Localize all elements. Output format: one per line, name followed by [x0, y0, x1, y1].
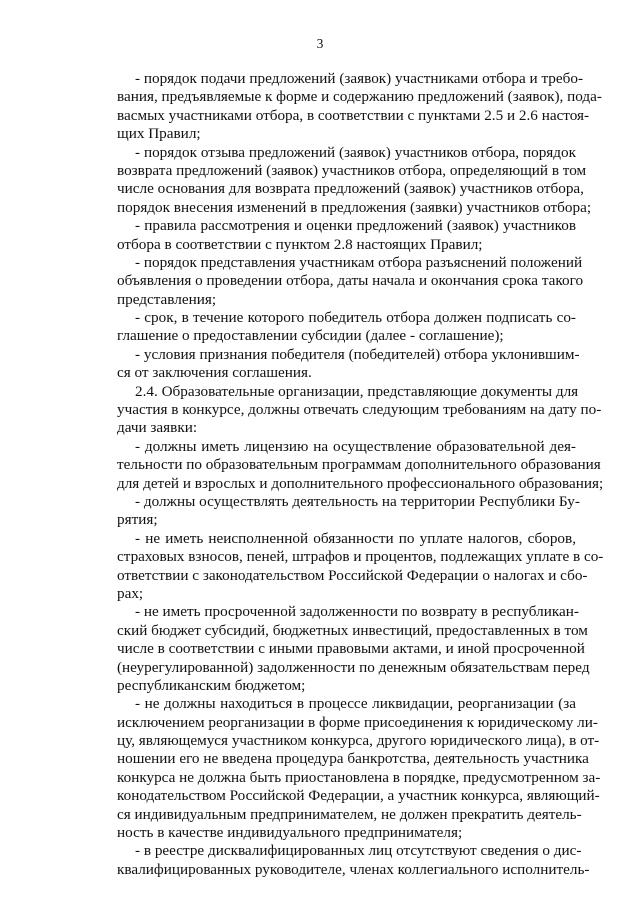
text-line: - порядок подачи предложений (заявок) участниками отбора и требо- — [135, 70, 584, 87]
page-number: 3 — [316, 36, 324, 51]
text-line: ность в качестве индивидуального предпринимателя; — [117, 824, 463, 842]
text-line: квалифицированных руководителе, членах коллегиального исполнитель- — [117, 860, 590, 878]
text-line: - порядок представления участникам отбора разъяснений положений — [135, 253, 583, 271]
text-line: исключением реорганизации в форме присоединения к юридическому ли- — [117, 713, 598, 731]
text-line: конодательством Российской Федерации, а участник конкурса, являющий- — [117, 787, 600, 805]
text-line: представления; — [117, 290, 217, 308]
text-line: порядок внесения изменений в предложения (заявки) участников отбора; — [117, 198, 592, 216]
text-line: участия в конкурсе, должны отвечать следующим требованиям на дату по- — [117, 401, 602, 419]
text-line: - правила рассмотрения и оценки предложений (заявок) участников — [135, 217, 576, 235]
paragraph — [117, 603, 590, 695]
text-line: ский бюджет субсидий, бюджетных инвестиций, предоставленных в том — [117, 621, 588, 639]
paragraph — [117, 492, 580, 530]
text-line: ношении его не введена процедура банкротства, деятельность участника — [117, 750, 589, 768]
text-line: рах; — [117, 584, 144, 602]
text-line: ответствии с законодательством Российской Федерации о налогах и сбо- — [117, 566, 588, 584]
paragraph — [117, 437, 604, 493]
text-line: - должны осуществлять деятельность на территории Республики Бу- — [135, 492, 580, 510]
paragraph — [117, 143, 592, 218]
text-line: - в реестре дисквалифицированных лиц отсутствуют сведения о дис- — [135, 842, 582, 860]
text-line: конкурса не должна быть приостановлена в порядке, предусмотренном за- — [117, 768, 601, 786]
text-line: цу, являющемуся участником конкурса, другого юридического лица), в от- — [117, 732, 600, 750]
text-line: дачи заявки: — [117, 419, 198, 437]
text-line: возврата предложений (заявок) участников отбора, определяющий в том — [117, 161, 587, 179]
paragraph — [117, 345, 580, 383]
paragraph — [117, 70, 602, 144]
paragraph — [117, 309, 576, 346]
text-line: ся индивидуальным предпринимателем, не должен прекратить деятель- — [117, 805, 582, 823]
text-line: рятия; — [117, 511, 158, 529]
text-line: - срок, в течение которого победитель отбора должен подписать со- — [135, 309, 576, 327]
text-line: - порядок отзыва предложений (заявок) участников отбора, порядок — [135, 143, 576, 161]
text-line: - не иметь просроченной задолженности по возврату в республикан- — [135, 603, 579, 621]
text-line: щих Правил; — [117, 125, 201, 143]
text-line: - условия признания победителя (победителей) отбора уклонившим- — [135, 345, 580, 363]
text-line: отбора в соответствии с пунктом 2.8 настоящих Правил; — [117, 235, 483, 253]
text-line: - не иметь неисполненной обязанности по уплате налогов, сборов, — [135, 529, 576, 547]
text-line: (неурегулированной) задолженности по денежным обязательствам перед — [117, 658, 590, 676]
text-line: объявления о проведении отбора, даты начала и окончания срока такого — [117, 272, 584, 290]
text-line: числе в соответствии с иными правовыми актами, и иной просроченной — [117, 640, 585, 658]
text-line: - должны иметь лицензию на осуществление образовательной дея- — [135, 437, 576, 455]
paragraph — [117, 695, 601, 842]
text-line: ся от заключения соглашения. — [117, 364, 312, 382]
text-line: 2.4. Образовательные организации, представляющие документы для — [135, 382, 579, 400]
paragraph — [117, 842, 590, 879]
text-line: тельности по образовательным программам дополнительного образования — [117, 456, 601, 474]
text-line: васмых участниками отбора, в соответствии с пунктами 2.5 и 2.6 настоя- — [117, 106, 590, 124]
text-line: - не должны находиться в процессе ликвидации, реорганизации (за — [135, 695, 576, 713]
text-line: для детей и взрослых и дополнительного профессионального образования; — [117, 474, 604, 492]
paragraph — [117, 253, 584, 309]
paragraph — [117, 382, 602, 438]
paragraph — [117, 217, 576, 254]
text-line: числе основания для возврата предложений (заявок) участников отбора, — [117, 180, 584, 198]
text-line: страховых взносов, пеней, штрафов и процентов, подлежащих уплате в со- — [117, 548, 604, 566]
text-line: вания, предъявляемые к форме и содержанию предложений (заявок), пода- — [117, 88, 602, 106]
text-line: глашение о предоставлении субсидии (далее - соглашение); — [117, 327, 504, 345]
text-line: республиканским бюджетом; — [117, 676, 306, 694]
paragraph — [117, 529, 604, 604]
document-body — [117, 70, 604, 879]
